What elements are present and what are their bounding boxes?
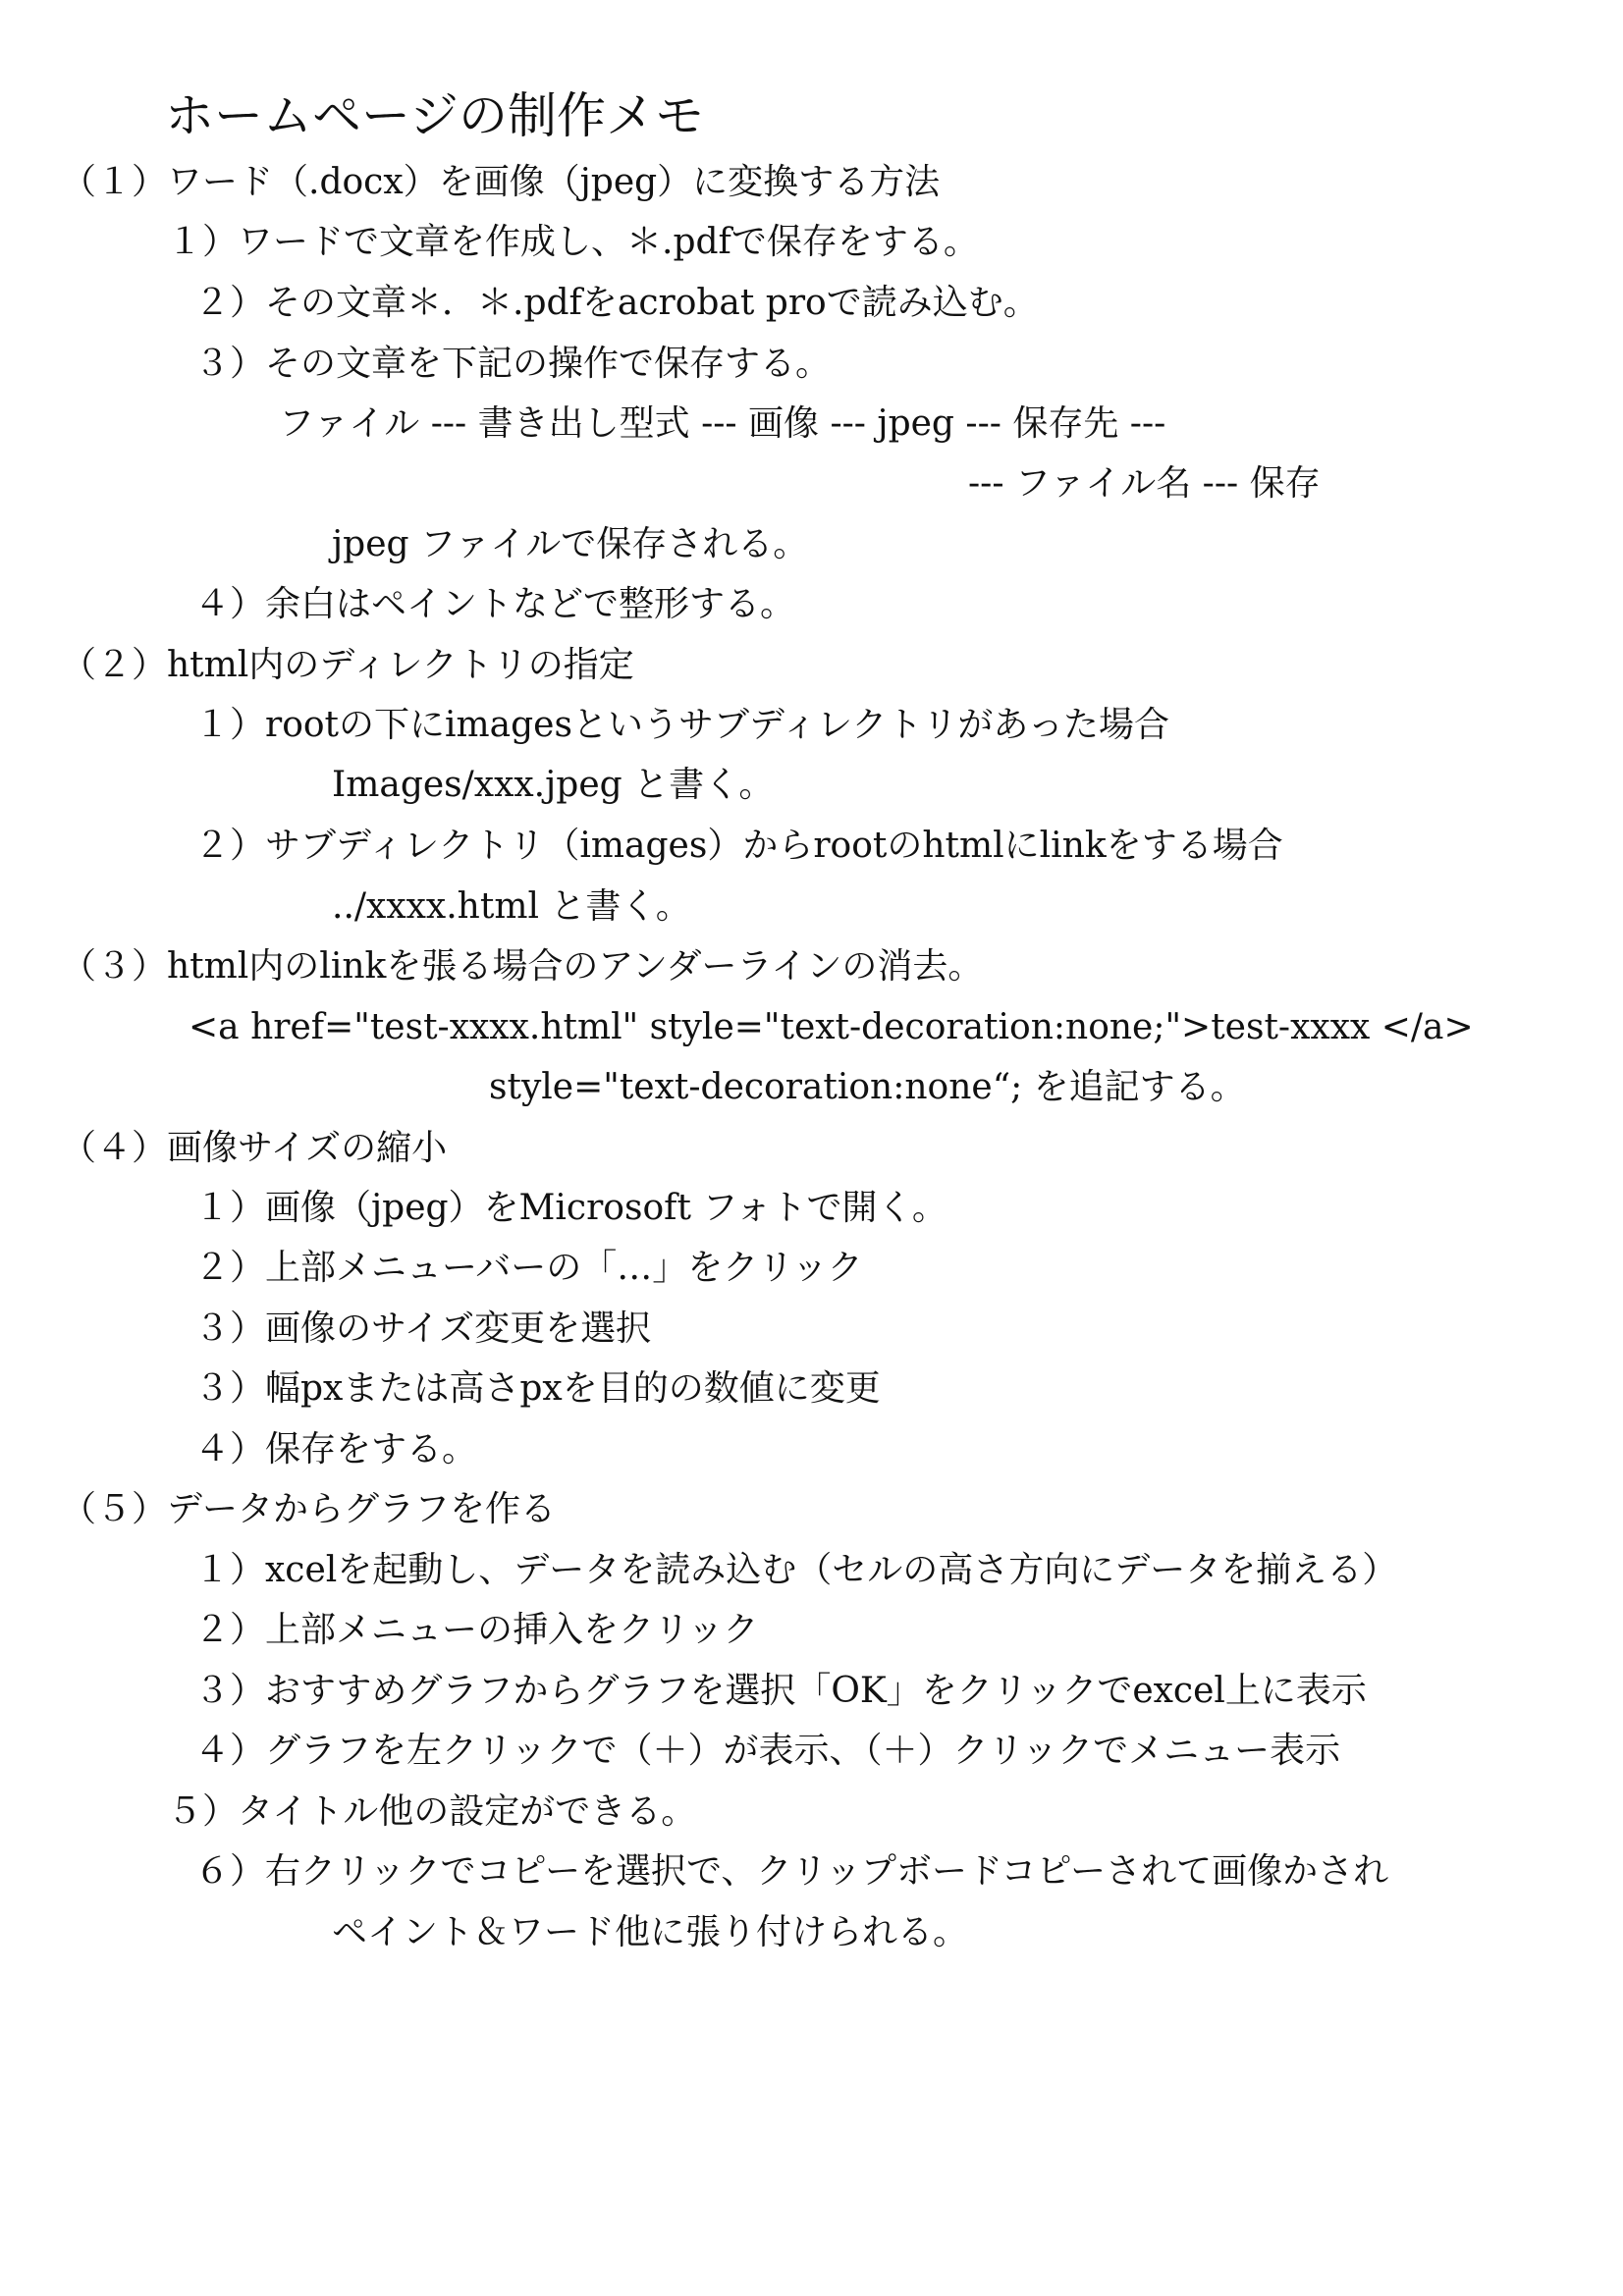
- section-2-line-1: １）rootの下にimagesというサブディレクトリがあった場合: [194, 705, 1170, 745]
- section-5-heading: （５）データからグラフを作る: [61, 1489, 557, 1529]
- document-title: ホームページの制作メモ: [165, 87, 704, 144]
- section-5-line-2: ２）上部メニューの挿入をクリック: [194, 1610, 759, 1650]
- section-5-line-4: ４）グラフを左クリックで（＋）が表示、（＋）クリックでメニュー表示: [194, 1731, 1341, 1771]
- section-4-line-4: ３）幅pxまたは高さpxを目的の数値に変更: [194, 1368, 881, 1409]
- section-3-heading: （３）html内のlinkを張る場合のアンダーラインの消去。: [61, 946, 984, 987]
- section-1-menu-path-continued: --- ファイル名 --- 保存: [968, 463, 1321, 504]
- section-4-line-1: １）画像（jpeg）をMicrosoft フォトで開く。: [194, 1188, 947, 1228]
- section-3-code-example: <a href="test-xxxx.html" style="text-decoration:none;">test-xxxx </a>: [189, 1007, 1474, 1047]
- section-1-menu-path: ファイル --- 書き出し型式 --- 画像 --- jpeg --- 保存先 ---: [279, 403, 1166, 444]
- section-1-line-4: ４）余白はペイントなどで整形する。: [194, 584, 796, 624]
- section-1-line-1: １）ワードで文章を作成し、＊.pdfで保存をする。: [167, 222, 979, 262]
- section-5-line-5: ５）タイトル他の設定ができる。: [167, 1791, 697, 1832]
- section-4-heading: （４）画像サイズの縮小: [61, 1128, 448, 1168]
- section-2-example-1: Images/xxx.jpeg と書く。: [332, 765, 775, 805]
- section-2-heading: （２）html内のディレクトリの指定: [61, 645, 634, 685]
- section-5-line-1: １）xcelを起動し、データを読み込む（セルの高さ方向にデータを揃える）: [194, 1550, 1398, 1590]
- section-4-line-3: ３）画像のサイズ変更を選択: [194, 1308, 652, 1349]
- section-2-line-2: ２）サブディレクトリ（images）からrootのhtmlにlinkをする場合: [194, 826, 1283, 866]
- section-1-line-2: ２）その文章＊．＊.pdfをacrobat proで読み込む。: [194, 283, 1039, 323]
- section-3-code-note: style="text-decoration:none“; を追記する。: [489, 1067, 1246, 1107]
- section-5-line-6-continued: ペイント＆ワード他に張り付けられる。: [332, 1912, 969, 1952]
- section-1-result-note: jpeg ファイルで保存される。: [332, 524, 809, 564]
- section-5-line-3: ３）おすすめグラフからグラフを選択「OK」をクリックでexcel上に表示: [194, 1671, 1367, 1711]
- section-4-line-2: ２）上部メニューバーの「…」をクリック: [194, 1248, 863, 1288]
- section-1-line-3: ３）その文章を下記の操作で保存する。: [194, 344, 832, 384]
- section-1-heading: （１）ワード（.docx）を画像（jpeg）に変換する方法: [61, 162, 941, 202]
- section-4-line-5: ４）保存をする。: [194, 1429, 478, 1469]
- section-2-example-2: ../xxxx.html と書く。: [332, 886, 691, 927]
- section-5-line-6: ６）右クリックでコピーを選択で、クリップボードコピーされて画像かされ: [194, 1851, 1389, 1892]
